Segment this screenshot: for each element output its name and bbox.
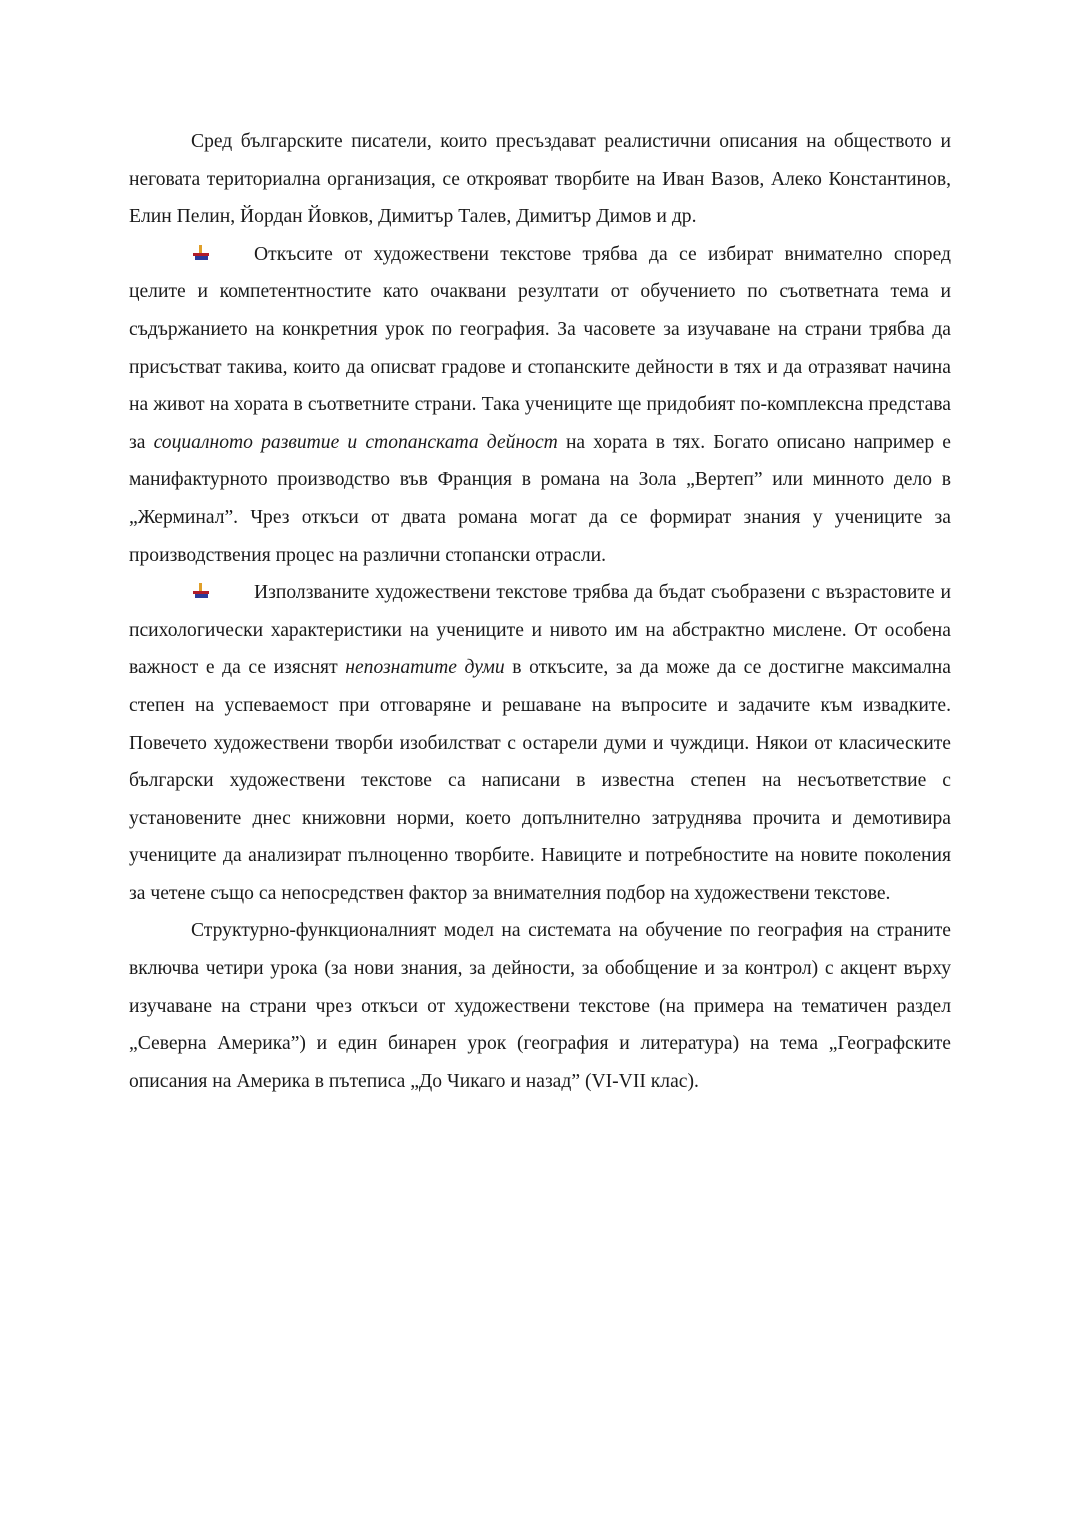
paragraph-age-appropriate-text-b: в откъсите, за да може да се достигне максимална степен на успеваемост при отговаряне и решаване на въпросите и задачите към извадките. Повечето художествени творби изобилстват с остарели думи и чуждици. Някои от класическите български художествени текстове са написани в известна степен на несъответствие с установените днес книжовни норми, което допълнително затруднява прочита и демотивира учениците да анализират пълноценно творбите. Навиците и потребностите на новите поколения за четене също са непосредствен фактор за внимателния подбор на художествени текстове.	[129, 657, 951, 904]
paragraph-excerpt-selection-emphasis: социалното развитие и стопанската дейност	[153, 431, 558, 453]
paragraph-age-appropriate-text-a: Използваните художествени текстове трябва да бъдат съобразени с възрастовите и психологически характеристики на учениците и нивото им на абстрактно мислене. От особена важност е да се изяснят	[129, 582, 951, 679]
paragraph-age-appropriate	[129, 574, 951, 912]
pin-bullet-icon	[193, 245, 209, 261]
paragraph-excerpt-selection-text-a: Откъсите от художествени текстове трябва да се избират внимателно според целите и компетентностите като очаквани резултати от обучението по съответната тема и съдържанието на конкретния урок по география. За часовете за изучаване на страни трябва да присъстват такива, които да описват градове и стопанските дейности в тях и да отразяват начина на живот на хората в съответните страни. Така учениците ще придобият по-комплексна представа за	[129, 243, 951, 453]
document-page	[129, 123, 951, 1100]
paragraph-writers	[129, 123, 951, 236]
paragraph-writers-text: Сред българските писатели, които пресъздават реалистични описания на обществото и неговата териториална организация, се открояват творбите на Иван Вазов, Алеко Константинов, Елин Пелин, Йордан Йовков, Димитър Талев, Димитър Димов и др.	[129, 131, 951, 228]
paragraph-structural-model	[129, 912, 951, 1100]
paragraph-structural-model-text: Структурно-функционалният модел на системата на обучение по география на страните включва четири урока (за нови знания, за дейности, за обобщение и за контрол) с акцент върху изучаване на страни чрез откъси от художествени текстове (на примера на тематичен раздел „Северна Америка”) и един бинарен урок (география и литература) на тема „Географските описания на Америка в пътеписа „До Чикаго и назад” (VI-VII клас).	[129, 920, 951, 1092]
paragraph-excerpt-selection	[129, 236, 951, 574]
paragraph-age-appropriate-emphasis: непознатите думи	[345, 657, 505, 679]
pin-bullet-icon	[193, 583, 209, 599]
paragraph-excerpt-selection-text-b: на хората в тях. Богато описано например е манифактурното производство във Франция в романа на Зола „Вертеп” или минното дело в „Жерминал”. Чрез откъси от двата романа могат да се формират знания у учениците за производствения процес на различни стопански отрасли.	[129, 431, 951, 566]
